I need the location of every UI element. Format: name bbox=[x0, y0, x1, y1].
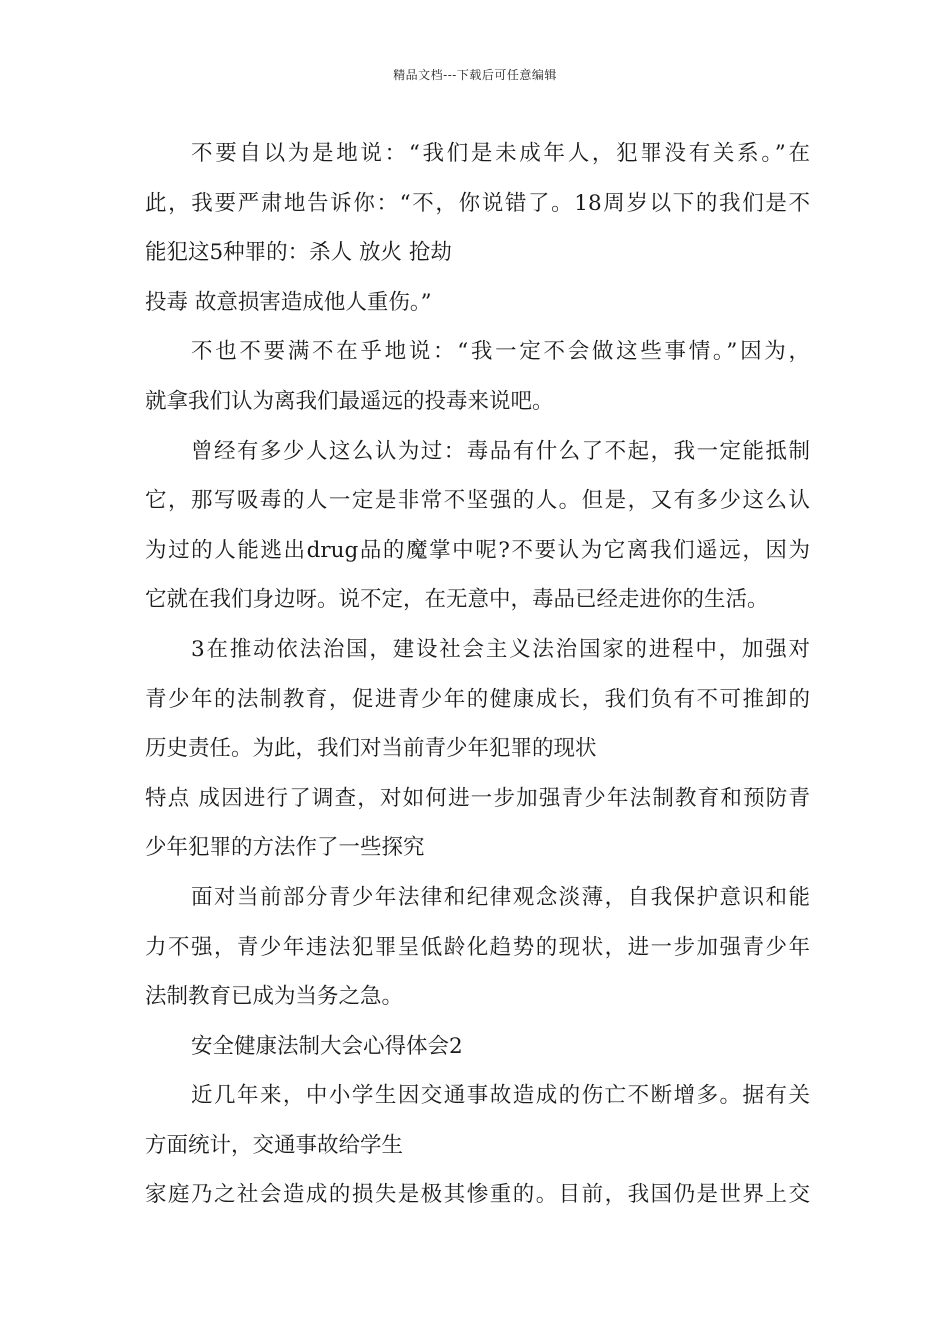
text-line: 此，我要严肃地告诉你：“不，你说错了。18周岁以下的我们是不 bbox=[145, 190, 810, 216]
text-line: 3在推动依法治国，建设社会主义法治国家的进程中，加强对 bbox=[191, 636, 810, 662]
text-line: 不也不要满不在乎地说：“我一定不会做这些事情。”因为， bbox=[191, 339, 810, 365]
section-heading: 安全健康法制大会心得体会2 bbox=[191, 1033, 463, 1059]
text-line: 家庭乃之社会造成的损失是极其惨重的。目前，我国仍是世界上交 bbox=[145, 1182, 810, 1208]
text-line: 特点 成因进行了调查，对如何进一步加强青少年法制教育和预防青 bbox=[145, 785, 810, 811]
text-line: 面对当前部分青少年法律和纪律观念淡薄，自我保护意识和能 bbox=[191, 884, 810, 910]
text-line: 它就在我们身边呀。说不定，在无意中，毒品已经走进你的生活。 bbox=[145, 587, 769, 613]
text-line: 方面统计，交通事故给学生 bbox=[145, 1132, 404, 1158]
text-line: 力不强，青少年违法犯罪呈低龄化趋势的现状，进一步加强青少年 bbox=[145, 934, 810, 960]
text-line: 能犯这5种罪的：杀人 放火 抢劫 bbox=[145, 240, 452, 266]
page-header: 精品文档---下载后可任意编辑 bbox=[393, 68, 557, 82]
text-line: 法制教育已成为当务之急。 bbox=[145, 984, 404, 1010]
document-body bbox=[145, 129, 810, 1220]
text-line: 为过的人能逃出drug品的魔掌中呢?不要认为它离我们遥远，因为 bbox=[145, 537, 810, 563]
text-line: 青少年的法制教育，促进青少年的健康成长，我们负有不可推卸的 bbox=[145, 686, 810, 712]
text-line: 投毒 故意损害造成他人重伤。” bbox=[145, 289, 432, 315]
text-line: 少年犯罪的方法作了一些探究 bbox=[145, 835, 425, 861]
text-line: 历史责任。为此，我们对当前青少年犯罪的现状 bbox=[145, 736, 597, 762]
text-line: 就拿我们认为离我们最遥远的投毒来说吧。 bbox=[145, 388, 554, 414]
text-line: 近几年来，中小学生因交通事故造成的伤亡不断增多。据有关 bbox=[191, 1083, 810, 1109]
text-line: 它，那写吸毒的人一定是非常不坚强的人。但是，又有多少这么认 bbox=[145, 488, 810, 514]
text-line: 不要自以为是地说：“我们是未成年人，犯罪没有关系。”在 bbox=[191, 141, 810, 166]
text-line: 曾经有多少人这么认为过：毒品有什么了不起，我一定能抵制 bbox=[191, 438, 810, 464]
